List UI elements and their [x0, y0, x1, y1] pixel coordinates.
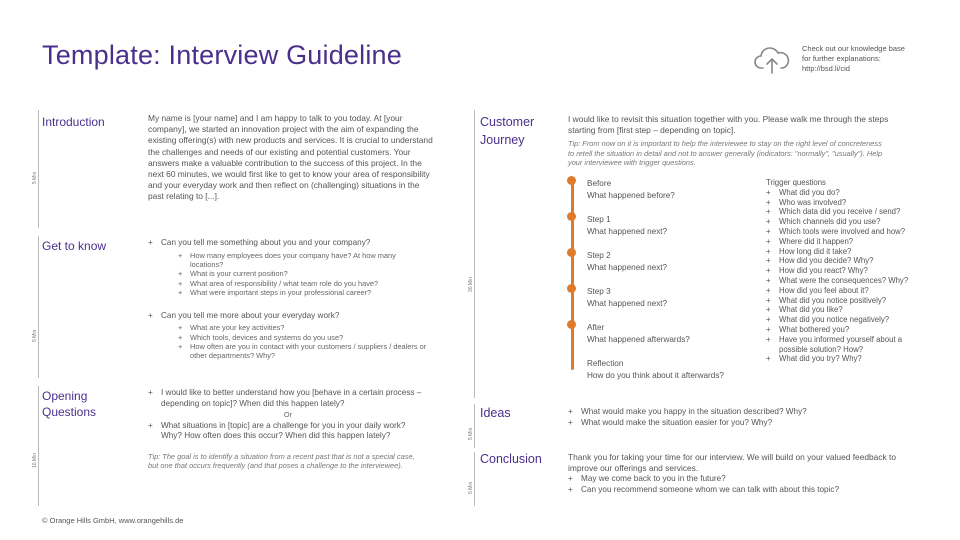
kb-link[interactable]: http://bsd.li/cid: [802, 64, 850, 73]
timeline-dot: [567, 212, 576, 221]
question: + Can you tell me more about your everyday work?: [148, 311, 438, 322]
conclusion-item: + May we come back to you in the future?: [568, 474, 898, 485]
trigger-title: Trigger questions: [766, 178, 826, 187]
tip-text: Tip: From now on it is important to help the interviewee to stay on the right level of concreteness to retell the situation in detail and not to answer generally (indicators: "normally", "usually"). Help your interviewee with trigger questions.: [568, 139, 883, 168]
divider: [474, 110, 475, 398]
trigger-item: + How did you feel about it?: [766, 286, 926, 296]
step-question: What happened before?: [587, 191, 675, 200]
journey-step: [587, 286, 667, 310]
trigger-item: + What did you try? Why?: [766, 354, 926, 364]
idea-question: + What would make the situation easier for you? Why?: [568, 418, 898, 429]
step-question: What happened afterwards?: [587, 335, 690, 344]
journey-step: [587, 250, 667, 274]
timeline-dot: [567, 284, 576, 293]
get-to-know-block: [148, 238, 438, 361]
divider: [38, 236, 39, 378]
knowledge-base-note: [802, 44, 952, 74]
footer-copyright: © Orange Hills GmbH, www.orangehills.de: [42, 516, 184, 525]
ideas-list: [568, 407, 898, 428]
journey-step: [587, 358, 724, 382]
section-label: Opening: [42, 389, 88, 403]
trigger-item: + How long did it take?: [766, 247, 926, 257]
journey-step: [587, 214, 667, 238]
divider: [38, 386, 39, 506]
trigger-item: + What did you notice negatively?: [766, 315, 926, 325]
sub-question: + What are your key activities?: [178, 323, 428, 332]
sub-question: + How many employees does your company have? At how many locations?: [178, 251, 416, 270]
divider: [474, 404, 475, 448]
tip-text: Tip: The goal is to identify a situation from a recent past that is not a special case, but one that occurs frequently (and that poses a challenge to the interviewee).: [148, 451, 415, 471]
trigger-item: + Who was involved?: [766, 198, 926, 208]
trigger-item: + Which channels did you use?: [766, 217, 926, 227]
step-label: Step 2: [587, 251, 611, 260]
question: + Can you tell me something about you and your company?: [148, 238, 438, 249]
section-label: Questions: [42, 405, 97, 419]
question: + I would like to better understand how you [behave in a certain process – depending on topic]? When did this happen lately?: [148, 388, 428, 409]
trigger-item: + Which tools were involved and how?: [766, 227, 926, 237]
step-question: What happened next?: [587, 227, 668, 236]
section-label: Journey: [480, 133, 525, 147]
trigger-questions: [766, 178, 926, 364]
duration-label: 5 Min: [468, 427, 474, 440]
page-title: Template: Interview Guideline: [42, 40, 402, 70]
step-question: What happened next?: [587, 299, 668, 308]
opening-questions-block: [148, 388, 428, 471]
step-label: Reflection: [587, 359, 624, 368]
trigger-item: + How did you react? Why?: [766, 266, 926, 276]
section-customer-journey: [480, 113, 534, 149]
section-introduction: Introduction: [42, 115, 105, 129]
conclusion-text: Thank you for taking your time for our interview. We will build on your valued feedback to improve our offerings and services.: [568, 452, 897, 474]
timeline: [571, 180, 574, 370]
step-label: Before: [587, 179, 612, 188]
duration-label: 5 Min: [32, 329, 38, 342]
sub-question: + What area of responsibility / what team role do you have?: [178, 279, 416, 288]
trigger-item: + Where did it happen?: [766, 237, 926, 247]
step-label: Step 1: [587, 215, 611, 224]
sub-question: + How often are you in contact with your customers / suppliers / dealers or other departments? Why?: [178, 342, 428, 361]
idea-question: + What would make you happy in the situation described? Why?: [568, 407, 898, 418]
journey-step: [587, 178, 675, 202]
timeline-dot: [567, 248, 576, 257]
kb-line: for further explanations:: [802, 54, 881, 63]
section-opening-questions: [42, 388, 96, 420]
sub-question: + What were important steps in your professional career?: [178, 288, 416, 297]
conclusion-block: [568, 452, 898, 496]
trigger-item: + What bothered you?: [766, 325, 926, 335]
trigger-item: + How did you decide? Why?: [766, 256, 926, 266]
section-ideas: Ideas: [480, 406, 511, 420]
sub-question: + What is your current position?: [178, 269, 416, 278]
trigger-item: + What were the consequences? Why?: [766, 276, 926, 286]
section-conclusion: Conclusion: [480, 452, 542, 466]
trigger-item: + What did you do?: [766, 188, 926, 198]
step-label: Step 3: [587, 287, 611, 296]
trigger-item: + What did you like?: [766, 305, 926, 315]
timeline-dot: [567, 176, 576, 185]
cloud-upload-icon: [754, 44, 790, 76]
kb-line: Check out our knowledge base: [802, 44, 905, 53]
question: + What situations in [topic] are a challenge for you in your daily work? Why? How often does this occur? When did this happen lately?: [148, 421, 428, 442]
section-get-to-know: Get to know: [42, 239, 107, 253]
or-label: Or: [283, 410, 293, 420]
journey-step: [587, 322, 690, 346]
duration-label: 5 Min: [32, 171, 38, 184]
divider: [474, 452, 475, 506]
sub-question: + Which tools, devices and systems do you use?: [178, 333, 428, 342]
step-question: How do you think about it afterwards?: [587, 371, 724, 380]
divider: [38, 110, 39, 228]
trigger-item: + Which data did you receive / send?: [766, 207, 926, 217]
step-question: What happened next?: [587, 263, 668, 272]
trigger-item: + Have you informed yourself about a possible solution? How?: [766, 335, 926, 355]
timeline-dot: [567, 320, 576, 329]
duration-label: 5 Min: [468, 481, 474, 494]
intro-text: My name is [your name] and I am happy to talk to you today. At [your company], we started an innovation project with the aim of expanding the existing offering(s) with new products and services. It is crucial to understand the challenges and needs of our existing and potential customers. Your answers make a valuable contribution to the success of this project. In the next 60 minutes, we would first like to get to know your area of responsibility and your everyday work and then reflect on (challenging) situations in the past relating to [...].: [148, 113, 433, 202]
duration-label: 30 Min: [468, 276, 474, 292]
journey-intro: I would like to revisit this situation together with you. Please walk me through the steps starting from [first step – depending on topic].: [568, 114, 889, 136]
step-label: After: [587, 323, 605, 332]
duration-label: 10 Min: [32, 452, 38, 468]
trigger-item: + What did you notice positively?: [766, 296, 926, 306]
conclusion-item: + Can you recommend someone whom we can talk with about this topic?: [568, 485, 898, 496]
section-label: Customer: [480, 115, 535, 129]
